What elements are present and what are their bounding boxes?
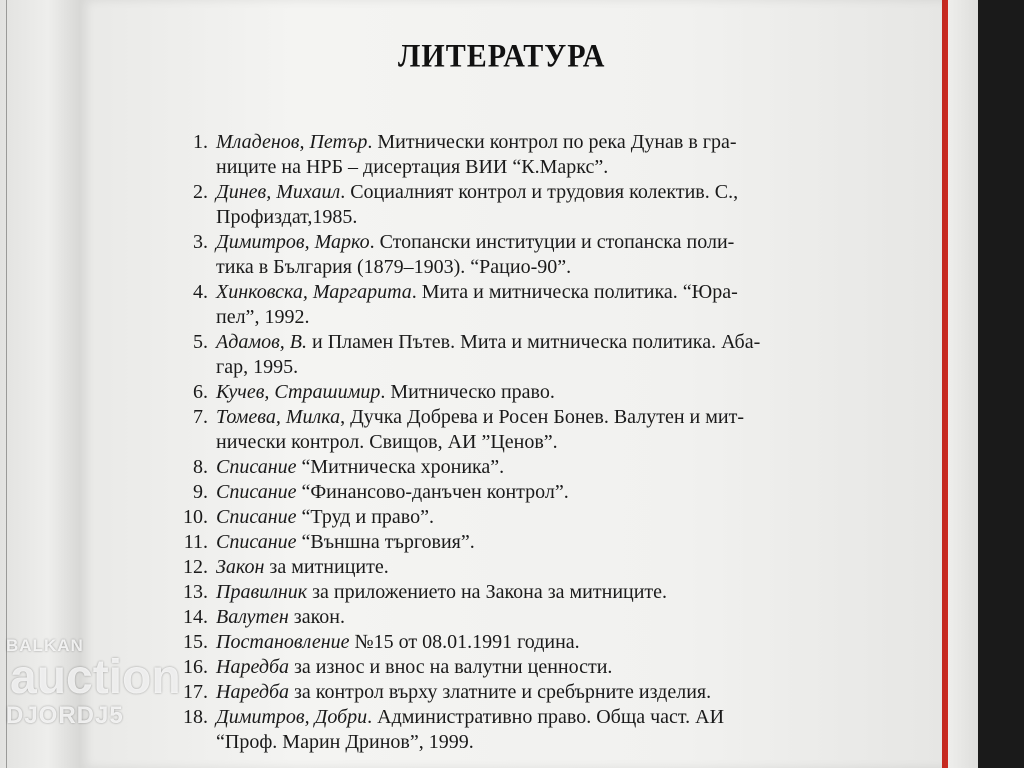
entry-number: 11.: [183, 531, 208, 553]
entry-text: [216, 330, 860, 380]
entry-author: Димитров, Марко: [216, 231, 370, 253]
entry-rest: , Дучка Добрева и Росен Бонев. Валутен и мит-: [340, 406, 744, 428]
page-title: ЛИТЕРАТУРА: [398, 38, 606, 75]
entry-rest: и Пламен Пътев. Мита и митническа политика. Аба-: [307, 331, 761, 353]
entry-line: [216, 330, 860, 355]
entry-rest: . Административно право. Обща част. АИ: [367, 706, 725, 728]
entry-line: [216, 405, 860, 430]
watermark-line1: BALKAN: [6, 636, 84, 655]
entry-text: [216, 180, 860, 230]
entry-author: Списание: [216, 481, 297, 503]
entry-number: 15.: [183, 631, 208, 653]
entry-author: Списание: [216, 506, 297, 528]
list-item: [160, 605, 860, 630]
entry-line: гар, 1995.: [216, 356, 299, 378]
entry-line: Профиздат,1985.: [216, 206, 358, 228]
entry-line: [216, 130, 860, 155]
list-item: [160, 180, 860, 230]
list-item: [160, 530, 860, 555]
entry-line: [216, 580, 860, 605]
entry-line: [216, 280, 860, 305]
entry-number: 9.: [193, 481, 208, 503]
entry-text: [216, 705, 860, 755]
entry-number: 17.: [183, 681, 208, 703]
list-item: [160, 280, 860, 330]
entry-rest: за износ и внос на валутни ценности.: [289, 656, 613, 678]
list-item: [160, 380, 860, 405]
list-item: [160, 230, 860, 280]
entry-text: [216, 580, 860, 605]
entry-line: [216, 605, 860, 630]
entry-author: Наредба: [216, 681, 289, 703]
entry-text: [216, 455, 860, 480]
entry-rest: за контрол върху златните и сребърните изделия.: [289, 681, 712, 703]
entry-line: [216, 655, 860, 680]
entry-line: нически контрол. Свищов, АИ ”Ценов”.: [216, 431, 558, 453]
entry-number: 8.: [193, 456, 208, 478]
entry-line: [216, 680, 860, 705]
entry-line: [216, 705, 860, 730]
entry-line: [216, 505, 860, 530]
dark-background: [978, 0, 1024, 768]
entry-rest: закон.: [288, 606, 345, 628]
list-item: [160, 680, 860, 705]
entry-line: “Проф. Марин Дринов”, 1999.: [216, 731, 474, 753]
entry-rest: . Социалният контрол и трудовия колектив. С.,: [340, 181, 739, 203]
entry-text: [216, 480, 860, 505]
entry-line: [216, 555, 860, 580]
list-item: [160, 705, 860, 755]
entry-rest: №15 от 08.01.1991 година.: [349, 631, 580, 653]
list-item: [160, 555, 860, 580]
entry-author: Адамов, В.: [216, 331, 307, 353]
entry-number: 1.: [193, 131, 208, 153]
entry-text: [216, 655, 860, 680]
list-item: [160, 455, 860, 480]
entry-line: ниците на НРБ – дисертация ВИИ “К.Маркс”.: [216, 156, 609, 178]
entry-text: [216, 405, 860, 455]
entry-author: Наредба: [216, 656, 289, 678]
list-item: [160, 405, 860, 455]
book-cover-edge: [948, 0, 982, 768]
entry-rest: . Митническо право.: [380, 381, 555, 403]
entry-author: Закон: [216, 556, 265, 578]
entry-rest: . Митнически контрол по река Дунав в гра-: [367, 131, 737, 153]
entry-number: 4.: [193, 281, 208, 303]
list-item: [160, 330, 860, 380]
list-item: [160, 580, 860, 605]
entry-number: 12.: [183, 556, 208, 578]
watermark-line2: auction: [10, 651, 181, 704]
list-item: [160, 655, 860, 680]
entry-rest: за митниците.: [264, 556, 389, 578]
entry-line: [216, 630, 860, 655]
list-item: [160, 505, 860, 530]
entry-line: [216, 180, 860, 205]
entry-author: Списание: [216, 531, 297, 553]
entry-author: Томева, Милка: [216, 406, 341, 428]
entry-author: Валутен: [216, 606, 289, 628]
entry-rest: . Стопански институции и стопанска поли-: [369, 231, 735, 253]
entry-text: [216, 630, 860, 655]
entry-rest: . Мита и митническа политика. “Юра-: [411, 281, 738, 303]
entry-rest: “Митническа хроника”.: [296, 456, 505, 478]
entry-text: [216, 280, 860, 330]
entry-text: [216, 380, 860, 405]
entry-line: [216, 480, 860, 505]
entry-line: [216, 230, 860, 255]
entry-line: [216, 530, 860, 555]
entry-rest: “Външна търговия”.: [296, 531, 475, 553]
entry-text: [216, 230, 860, 280]
entry-number: 7.: [193, 406, 208, 428]
entry-rest: за приложението на Закона за митниците.: [307, 581, 668, 603]
entry-author: Постановление: [216, 631, 350, 653]
entry-text: [216, 680, 860, 705]
entry-number: 13.: [183, 581, 208, 603]
bibliography-list: [160, 130, 860, 755]
entry-number: 3.: [193, 231, 208, 253]
entry-text: [216, 505, 860, 530]
entry-number: 18.: [183, 706, 208, 728]
entry-author: Димитров, Добри: [216, 706, 368, 728]
entry-text: [216, 130, 860, 180]
entry-line: [216, 380, 860, 405]
entry-text: [216, 530, 860, 555]
list-item: [160, 480, 860, 505]
entry-author: Динев, Михаил: [216, 181, 341, 203]
watermark: [6, 636, 181, 730]
entry-line: тика в България (1879–1903). “Рацио-90”.: [216, 256, 572, 278]
entry-text: [216, 555, 860, 580]
entry-number: 5.: [193, 331, 208, 353]
entry-author: Списание: [216, 456, 297, 478]
list-item: [160, 630, 860, 655]
entry-number: 14.: [183, 606, 208, 628]
entry-author: Хинковска, Маргарита: [216, 281, 412, 303]
entry-number: 10.: [183, 506, 208, 528]
entry-author: Правилник: [216, 581, 308, 603]
entry-line: [216, 455, 860, 480]
entry-author: Кучев, Страшимир: [216, 381, 381, 403]
entry-rest: “Труд и право”.: [296, 506, 434, 528]
watermark-line3: DJORDJ5: [6, 702, 124, 729]
entry-number: 6.: [193, 381, 208, 403]
entry-number: 16.: [183, 656, 208, 678]
entry-rest: “Финансово-данъчен контрол”.: [296, 481, 569, 503]
entry-number: 2.: [193, 181, 208, 203]
entry-line: пел”, 1992.: [216, 306, 310, 328]
list-item: [160, 130, 860, 180]
entry-author: Младенов, Петър: [216, 131, 368, 153]
entry-text: [216, 605, 860, 630]
